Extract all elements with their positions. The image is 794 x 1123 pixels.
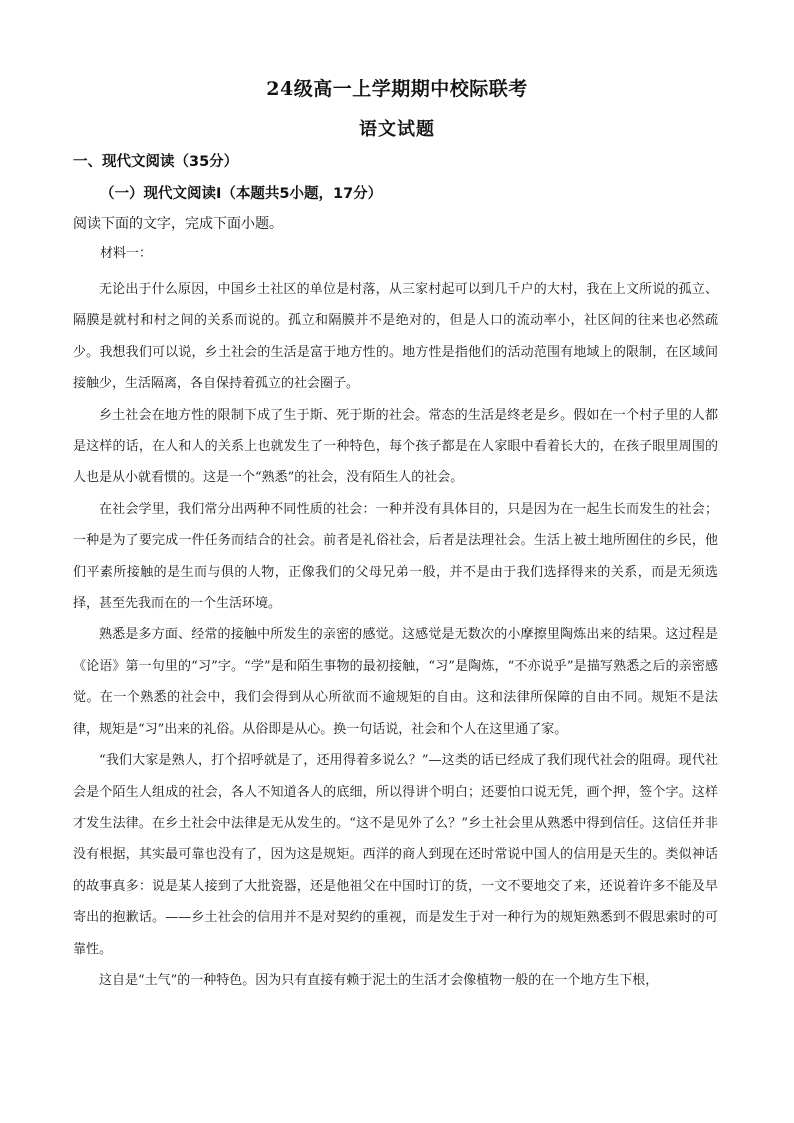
sub-section-heading: （一）现代文阅读Ⅰ（本题共5小题，17分） <box>100 186 383 202</box>
section-heading: 一、现代文阅读（35分） <box>73 154 239 170</box>
material-label: 材料一： <box>100 246 153 261</box>
exam-subtitle: 语文试题 <box>359 119 435 140</box>
reading-instruction: 阅读下面的文字，完成下面小题。 <box>73 216 283 232</box>
paragraph: 这自是“土气”的一种特色。因为只有直接有赖于泥土的生活才会像植物一般的在一个地方生下根， <box>99 972 659 988</box>
paragraph: 无论出于什么原因，中国乡土社区的单位是村落，从三家村起可以到几千户的大村，我在上文所说的孤立、隔膜是就村和村之间的关系而说的。孤立和隔膜并不是绝对的，但是人口的流动率小，社区间的往来也必然疏少。我想我们可以说，乡土社会的生活是富于地方性的。地方性是指他们的活动范围有地域上的限制，在区域间接触少，生活隔离，各自保持着孤立的社会圈子。 <box>73 282 718 392</box>
paragraph: 乡土社会在地方性的限制下成了生于斯、死于斯的社会。常态的生活是终老是乡。假如在一个村子里的人都是这样的话，在人和人的关系上也就发生了一种特色，每个孩子都是在人家眼中看着长大的，在孩子眼里周围的人也是从小就看惯的。这是一个“熟悉”的社会，没有陌生人的社会。 <box>73 407 718 486</box>
exam-title: 24级高一上学期期中校际联考 <box>266 78 528 100</box>
paragraph: 熟悉是多方面、经常的接触中所发生的亲密的感觉。这感觉是无数次的小摩擦里陶炼出来的结果。这过程是《论语》第一句里的“习”字。“学”是和陌生事物的最初接触，“习”是陶炼，“不亦说乎”是描写熟悉之后的亲密感觉。在一个熟悉的社会中，我们会得到从心所欲而不逾规矩的自由。这和法律所保障的自由不同。规矩不是法律，规矩是“习”出来的礼俗。从俗即是从心。换一句话说，社会和个人在这里通了家。 <box>73 627 718 737</box>
paragraph: “我们大家是熟人，打个招呼就是了，还用得着多说么？”—这类的话已经成了我们现代社会的阻碍。现代社会是个陌生人组成的社会，各人不知道各人的底细，所以得讲个明白；还要怕口说无凭，画个押，签个字。这样才发生法律。在乡土社会中法律是无从发生的。“这不是见外了么？”乡土社会里从熟悉中得到信任。这信任并非没有根据，其实最可靠也没有了，因为这是规矩。西洋的商人到现在还时常说中国人的信用是天生的。类似神话的故事真多：说是某人接到了大批瓷器，还是他祖父在中国时订的货，一文不要地交了来，还说着许多不能及早寄出的抱歉话。——乡土社会的信用并不是对契约的重视，而是发生于对一种行为的规矩熟悉到不假思索时的可靠性。 <box>73 753 718 957</box>
reading-passage <box>73 274 718 996</box>
paragraph: 在社会学里，我们常分出两种不同性质的社会：一种并没有具体目的，只是因为在一起生长而发生的社会；一种是为了要完成一件任务而结合的社会。前者是礼俗社会，后者是法理社会。生活上被土地所囿住的乡民，他们平素所接触的是生而与俱的人物，正像我们的父母兄弟一般，并不是由于我们选择得来的关系，而是无须选择，甚至先我而在的一个生活环境。 <box>73 501 718 612</box>
